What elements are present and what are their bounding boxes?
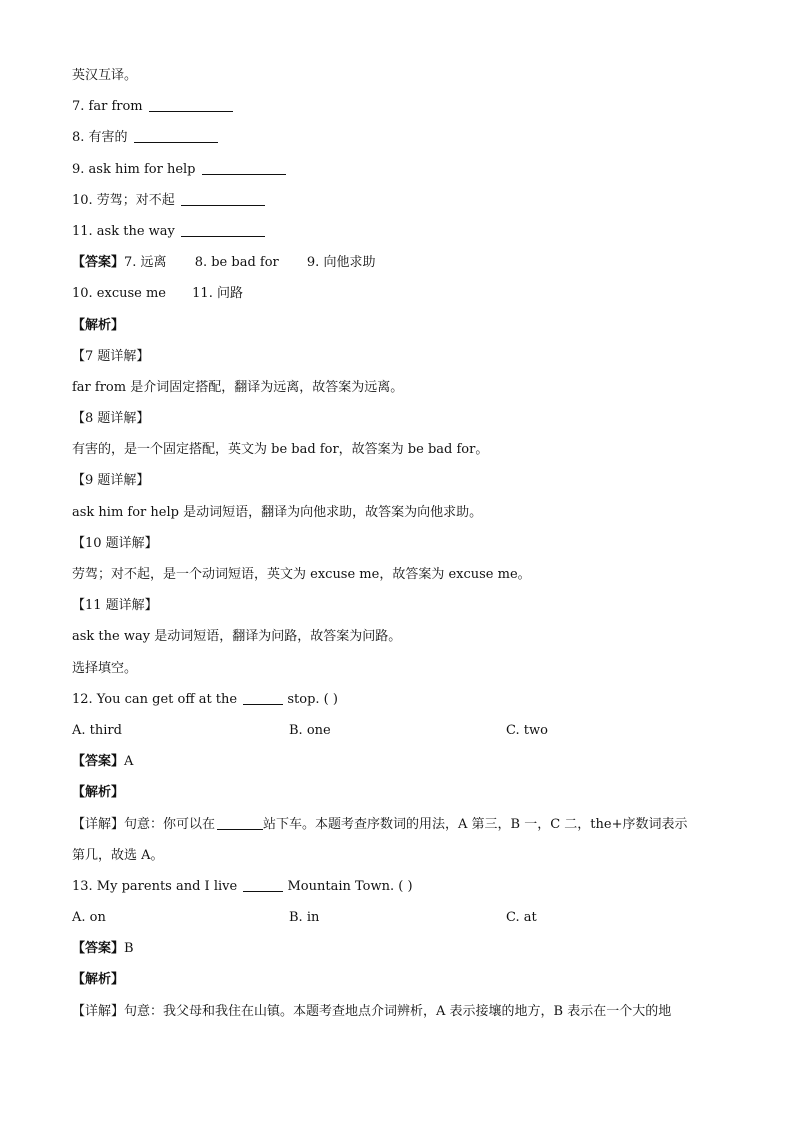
question-10-text: 10. 劳驾；对不起	[72, 192, 175, 208]
answer-blank	[202, 173, 286, 175]
analysis-label: 【解析】	[72, 972, 125, 988]
question-13-text-start: 13. My parents and I live	[72, 878, 238, 894]
question-8	[72, 122, 722, 153]
question-12-detail-cont: 第几，故选 A。	[72, 847, 164, 863]
detail-text-end: 站下车。本题考查序数词的用法，A 第三，B 一，C 二，the+序数词表示	[263, 816, 688, 832]
option-a: A. on	[72, 910, 106, 926]
question-9-text: 9. ask him for help	[72, 161, 196, 177]
detail-8-text: 有害的，是一个固定搭配，英文为 be bad for，故答案为 be bad for。	[72, 442, 489, 458]
option-c: C. at	[506, 910, 537, 926]
question-12-answer	[72, 746, 722, 777]
detail-9-heading: 【9 题详解】	[72, 473, 150, 489]
question-7-text: 7. far from	[72, 99, 143, 115]
option-b: B. one	[289, 722, 331, 738]
answer-blank	[243, 703, 283, 705]
answer-label: 【答案】	[72, 255, 125, 271]
detail-11-text: ask the way 是动词短语，翻译为问路，故答案为问路。	[72, 629, 402, 645]
detail-10-text: 劳驾；对不起，是一个动词短语，英文为 excuse me，故答案为 excuse me。	[72, 567, 531, 582]
detail-9-text: ask him for help 是动词短语，翻译为向他求助，故答案为向他求助。	[72, 504, 483, 520]
answer-blank	[181, 204, 265, 206]
question-12-text-start: 12. You can get off at the	[72, 691, 238, 707]
answer-blank	[181, 235, 265, 237]
question-11	[72, 216, 722, 247]
detail-7-heading: 【7 题详解】	[72, 348, 150, 364]
section-choice-heading: 选择填空。	[72, 660, 138, 676]
answer-value: B	[124, 941, 134, 957]
question-12	[72, 684, 722, 715]
question-13-answer	[72, 933, 722, 964]
answer-value: A	[124, 754, 134, 770]
answer-7: 7. 远离	[124, 255, 167, 271]
option-c: C. two	[506, 722, 548, 738]
question-13-text-end: Mountain Town. ( )	[287, 878, 413, 894]
answer-line-1	[72, 247, 722, 278]
document-page	[72, 60, 722, 1027]
option-a: A. third	[72, 722, 122, 738]
answer-blank	[243, 890, 283, 892]
option-b: B. in	[289, 910, 320, 926]
detail-7-text: far from 是介词固定搭配，翻译为远离，故答案为远离。	[72, 379, 404, 395]
answer-blank	[134, 141, 218, 143]
question-9	[72, 154, 722, 185]
analysis-label: 【解析】	[72, 785, 125, 801]
question-13	[72, 871, 722, 902]
question-8-text: 8. 有害的	[72, 130, 128, 146]
detail-8-heading: 【8 题详解】	[72, 411, 150, 427]
answer-label: 【答案】	[72, 941, 125, 957]
answer-10: 10. excuse me	[72, 286, 167, 302]
section-vocab-heading: 英汉互译。	[72, 68, 138, 83]
detail-text-start: 【详解】句意：你可以在	[72, 816, 216, 832]
question-7	[72, 91, 722, 122]
answer-label: 【答案】	[72, 754, 125, 770]
answer-blank	[149, 110, 233, 112]
question-12-options	[72, 715, 722, 746]
question-12-detail	[72, 809, 722, 840]
answer-9: 9. 向他求助	[306, 255, 376, 271]
question-10	[72, 185, 722, 216]
question-13-options	[72, 902, 722, 933]
question-12-text-end: stop. ( )	[287, 691, 338, 707]
analysis-label: 【解析】	[72, 317, 125, 333]
answer-blank	[217, 828, 263, 830]
detail-11-heading: 【11 题详解】	[72, 598, 158, 614]
question-11-text: 11. ask the way	[72, 223, 175, 239]
answer-11: 11. 问路	[192, 286, 243, 302]
question-13-detail: 【详解】句意：我父母和我住在山镇。本题考查地点介词辨析，A 表示接壤的地方，B 表示在一个大的地	[72, 1003, 672, 1019]
detail-10-heading: 【10 题详解】	[72, 535, 158, 551]
answer-8: 8. be bad for	[194, 255, 279, 271]
answer-line-2	[72, 278, 722, 309]
